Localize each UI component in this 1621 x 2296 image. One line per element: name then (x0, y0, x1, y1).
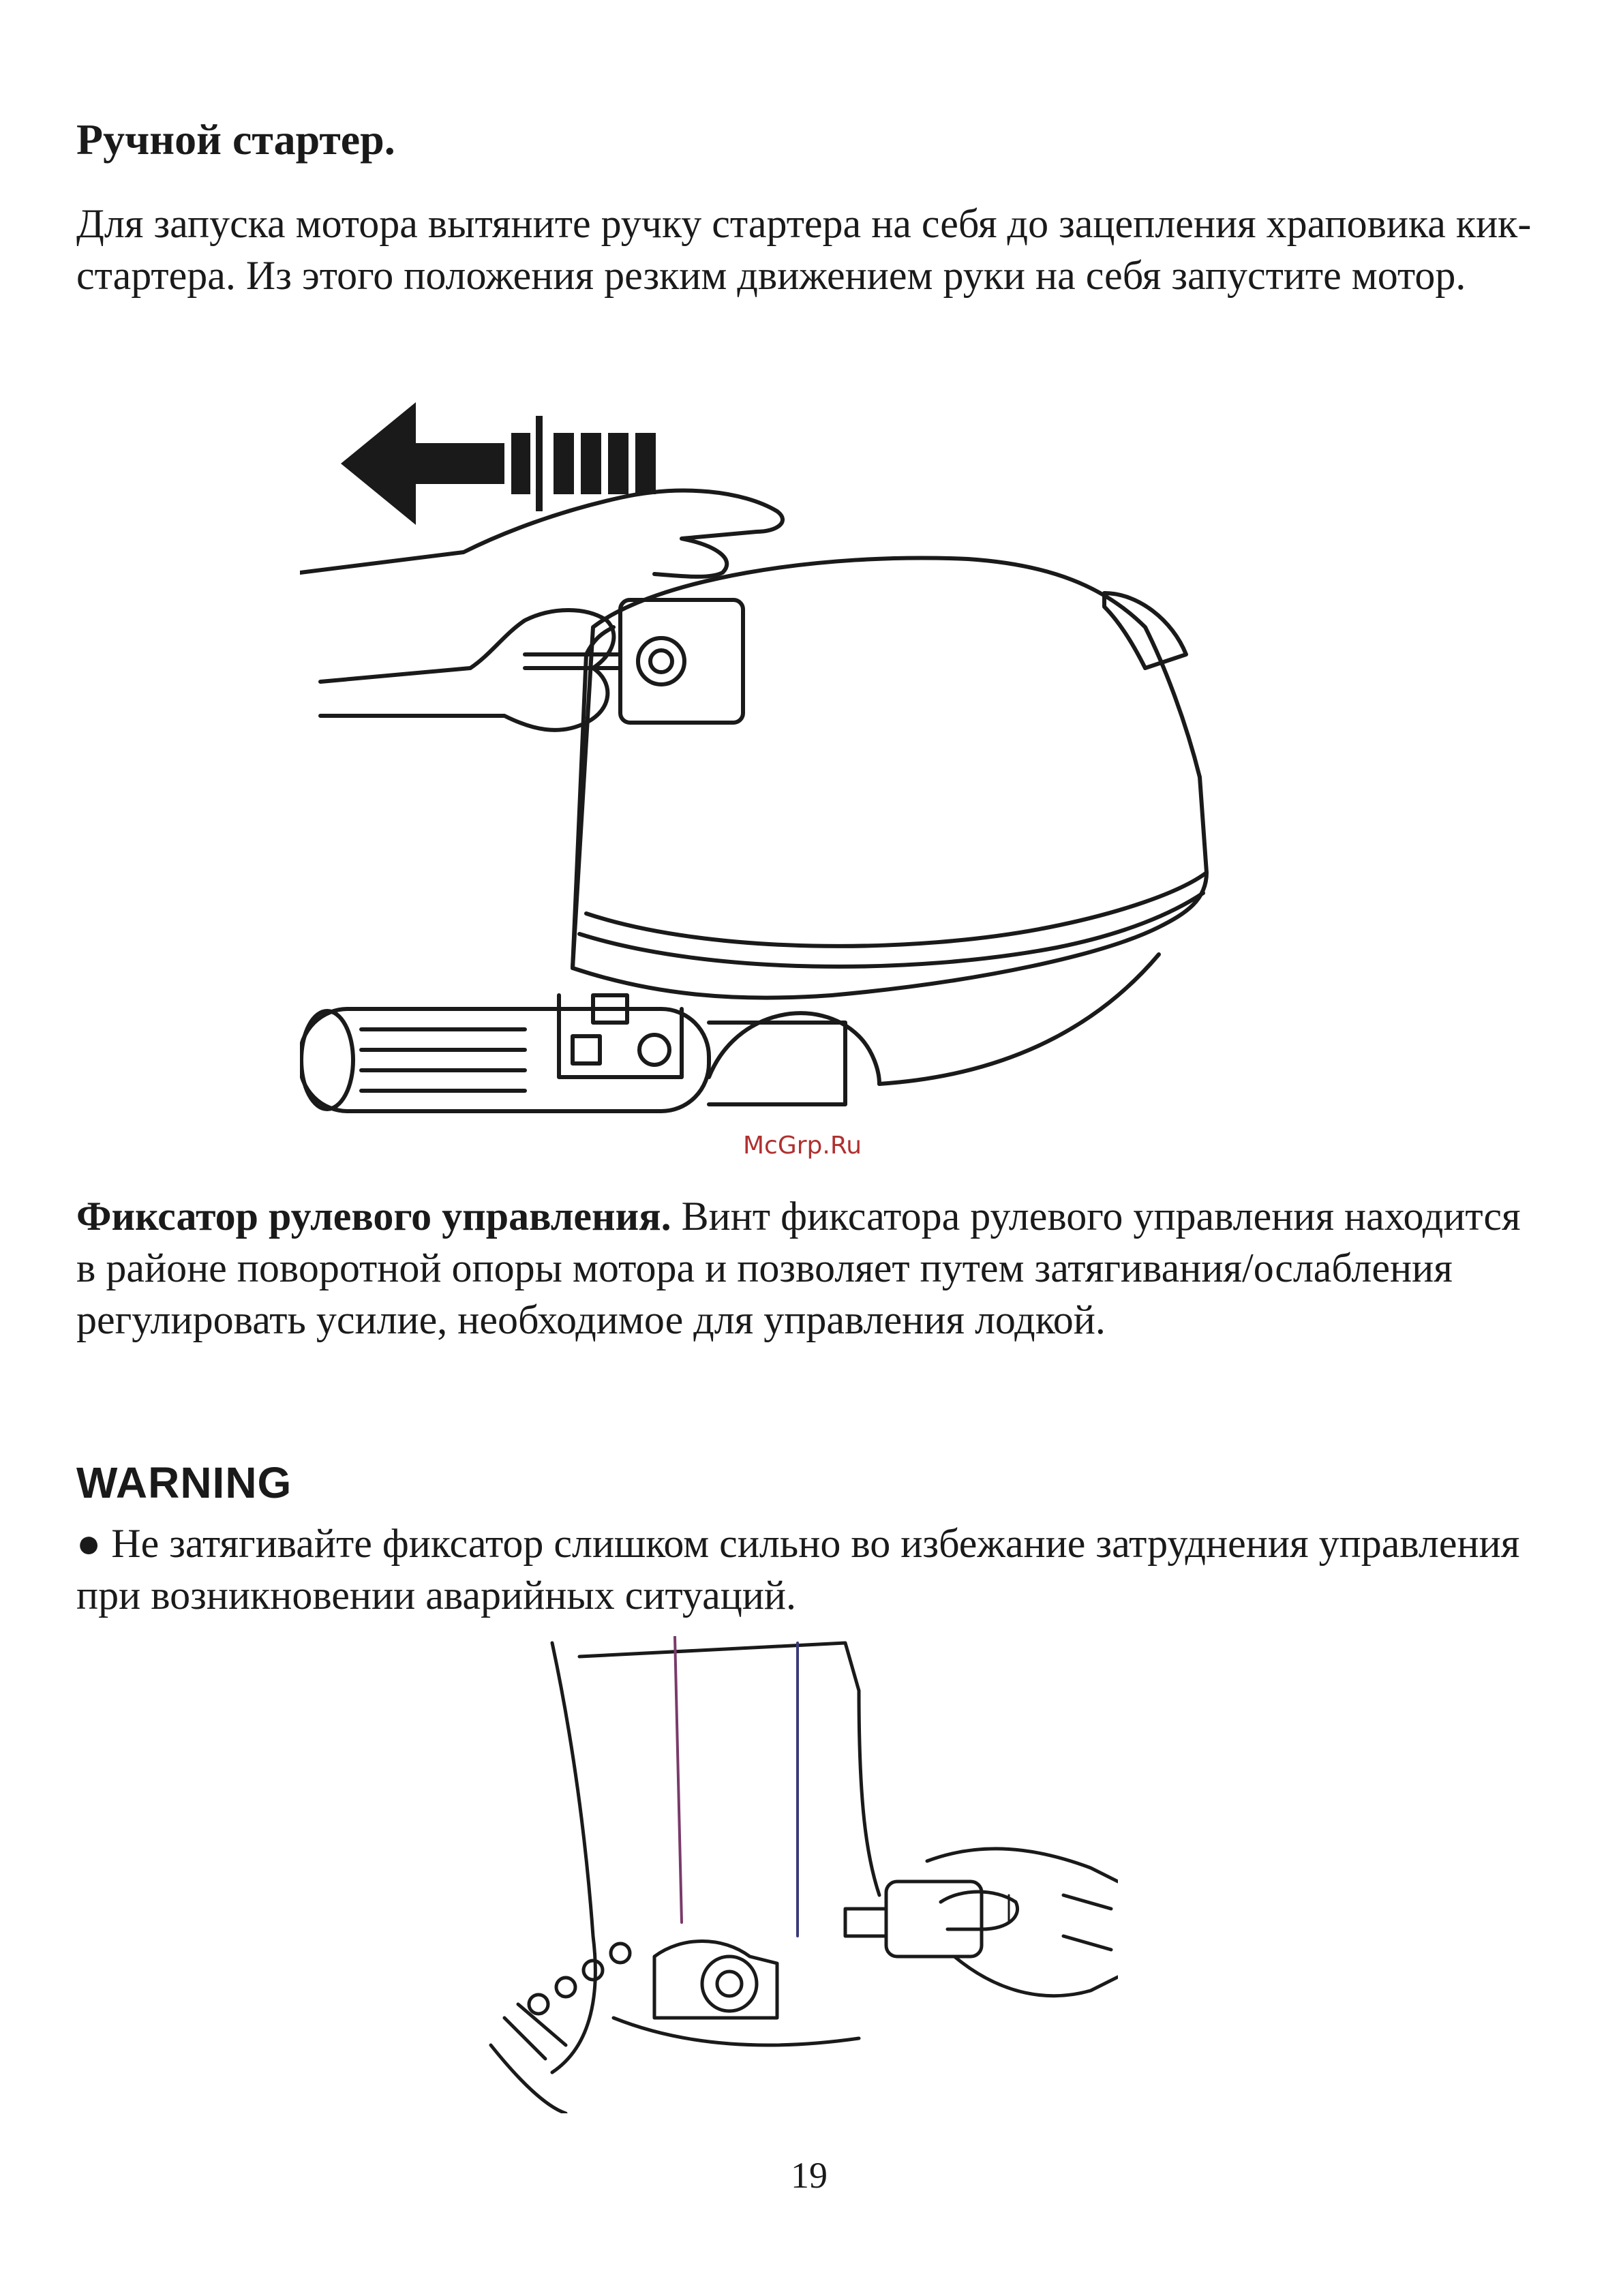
warning-text: ● Не затягивайте фиксатор слишком сильно во избежание затруднения управления при возникновении аварийных ситуаций. (76, 1521, 1520, 1618)
section-heading-manual-starter: Ручной стартер. (76, 115, 395, 164)
pull-direction-arrow-icon (341, 402, 656, 525)
paragraph-manual-starter: Для запуска мотора вытяните ручку стартера на себя до зацепления храповика кик-стартера. Из этого положения резким движением руки на себя запустите мотор. (76, 201, 1532, 298)
steering-lock-text: Винт фиксатора рулевого управления находится в районе поворотной опоры мотора и позволяет путем затягивания/ослабления регулировать усилие, необходимое для управления лодкой. (76, 1194, 1521, 1342)
manual-starter-illustration (300, 395, 1227, 1132)
paragraph-steering-lock (76, 1190, 1549, 1346)
steering-lock-label: Фиксатор рулевого управления. (76, 1194, 671, 1239)
warning-title: WARNING (76, 1458, 292, 1507)
steering-lock-illustration (477, 1636, 1118, 2113)
page-number: 19 (791, 2155, 828, 2196)
watermark: McGrp.Ru (743, 1132, 862, 1160)
